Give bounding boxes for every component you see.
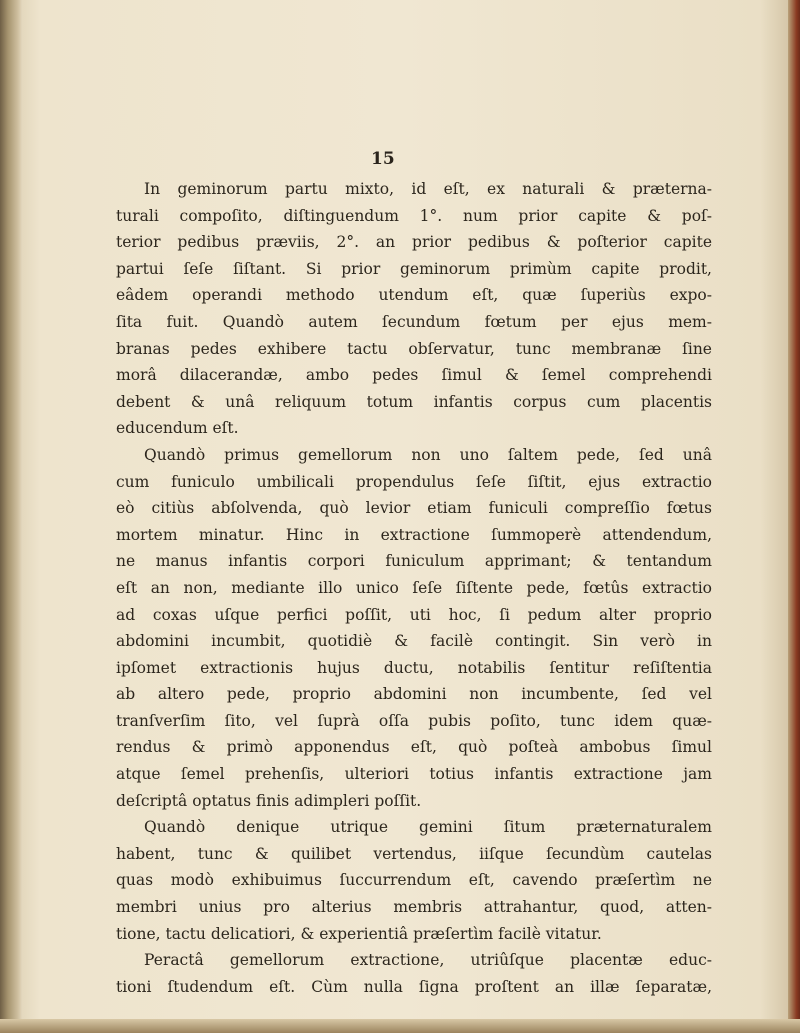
text-line: cum funiculo umbilicali propendulus ſeſe ſiſtit, ejus extractio xyxy=(116,472,712,491)
text-line: debent & unâ reliquum totum infantis corpus cum placentis xyxy=(116,392,712,411)
text-line: Quandò denique utrique gemini ſitum præternaturalem xyxy=(144,818,712,837)
text-line: Quandò primus gemellorum non uno ſaltem pede, ſed unâ xyxy=(144,445,712,464)
page-binding xyxy=(0,0,22,1033)
text-line: branas pedes exhibere tactu obſervatur, tunc membranæ ſine xyxy=(116,339,712,358)
text-line: morâ dilacerandæ, ambo pedes ſimul & ſemel comprehendi xyxy=(116,366,712,385)
body-text xyxy=(116,176,712,1000)
text-line: In geminorum partu mixto, id eſt, ex naturali & præterna- xyxy=(144,180,712,198)
text-line: abdomini incumbit, quotidiè & facilè contingit. Sin verò in xyxy=(116,632,712,651)
page-number: 15 xyxy=(371,149,395,169)
text-line: educendum eſt. xyxy=(116,419,239,438)
text-line: tranſverſim ſito, vel ſuprà oſſa pubis poſito, tunc idem quæ- xyxy=(116,711,712,730)
text-line: ab altero pede, proprio abdomini non incumbente, ſed vel xyxy=(116,685,712,704)
text-line: quas modò exhibuimus ſuccurrendum eſt, cavendo præſertìm ne xyxy=(116,871,712,890)
text-line: deſcriptâ optatus finis adimpleri poſſit. xyxy=(116,791,422,810)
text-line: eâdem operandi methodo utendum eſt, quæ ſuperiùs expo- xyxy=(116,286,712,305)
text-line: mortem minatur. Hinc in extractione ſummoperè attendendum, xyxy=(116,525,712,544)
text-line: terior pedibus præviis, 2°. an prior pedibus & poſterior capite xyxy=(116,233,712,252)
text-line: habent, tunc & quilibet vertendus, iiſque ſecundùm cautelas xyxy=(116,844,712,863)
text-line: ne manus infantis corpori funiculum apprimant; & tentandum xyxy=(116,552,712,571)
text-line: ipſomet extractionis hujus ductu, notabilis ſentitur reſiſtentia xyxy=(116,658,712,677)
text-line: Peractâ gemellorum extractione, utriûſque placentæ educ- xyxy=(144,951,712,970)
text-line: turali compoſito, diſtinguendum 1°. num prior capite & poſ- xyxy=(116,206,712,225)
page-edge-right xyxy=(788,0,800,1033)
text-line: rendus & primò apponendus eſt, quò poſteà ambobus ſimul xyxy=(116,738,712,757)
text-line: tioni ſtudendum eſt. Cùm nulla ſigna proſtent an illæ ſeparatæ, xyxy=(116,977,712,996)
text-line: partui ſeſe ſiſtant. Si prior geminorum primùm capite prodit, xyxy=(116,259,712,278)
page-edge-bottom xyxy=(0,1019,800,1033)
text-line: membri unius pro alterius membris attrahantur, quod, atten- xyxy=(116,898,712,917)
text-line: tione, tactu delicatiori, & experientiâ præſertìm facilè vitatur. xyxy=(116,924,602,943)
text-line: eò citiùs abſolvenda, quò levior etiam funiculi compreſſio fœtus xyxy=(116,499,712,518)
text-line: atque ſemel prehenſis, ulteriori totius infantis extractione jam xyxy=(116,765,712,784)
text-line: eſt an non, mediante illo unico ſeſe ſiſtente pede, fœtûs extractio xyxy=(116,578,712,597)
text-line: ſita fuit. Quandò autem ſecundum fœtum per ejus mem- xyxy=(116,312,712,331)
text-line: ad coxas uſque perfici poſſit, uti hoc, ſi pedum alter proprio xyxy=(116,605,712,624)
